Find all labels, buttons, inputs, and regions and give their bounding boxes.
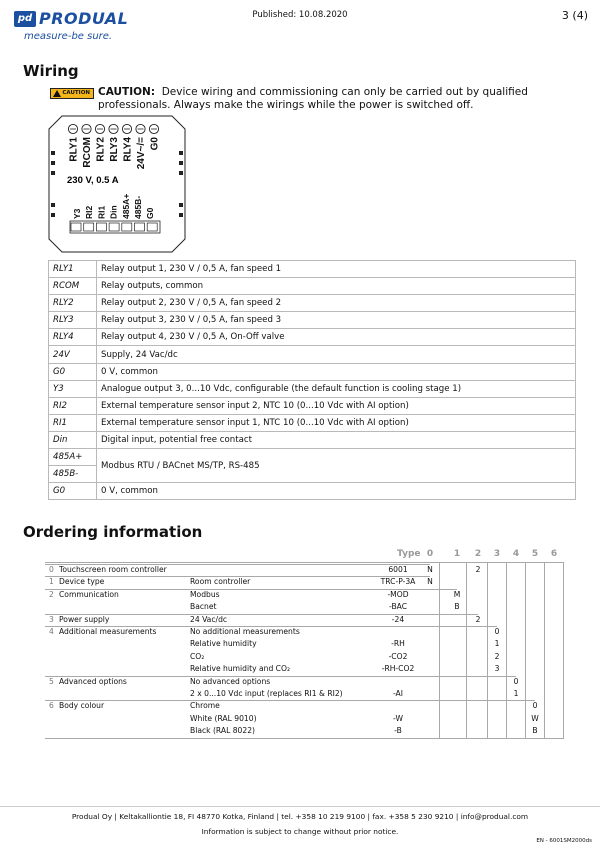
- option-value: No additional measurements: [190, 627, 300, 636]
- option-code: 6001: [388, 565, 408, 574]
- type-column-header: 0: [426, 549, 434, 559]
- option-category: Touchscreen room controller: [59, 565, 167, 574]
- option-code: -24: [391, 614, 405, 624]
- bottom-terminal-label: G0: [145, 207, 156, 219]
- option-number: 2: [49, 589, 54, 599]
- terminal-block-cell: [71, 223, 81, 231]
- option-code: -MOD: [387, 589, 409, 599]
- code-position-mark: 0: [532, 701, 538, 711]
- terminal-name: RLY2: [49, 295, 97, 312]
- code-position-mark: 0: [494, 627, 500, 636]
- logo-mark: pd: [14, 11, 36, 27]
- terminal-desc: Relay output 2, 230 V / 0,5 A, fan speed 2: [97, 295, 576, 312]
- terminal-desc: Digital input, potential free contact: [97, 431, 576, 448]
- option-code: -BAC: [388, 602, 408, 612]
- option-number: 6: [49, 701, 54, 711]
- terminal-desc: Modbus RTU / BACnet MS/TP, RS-485: [97, 449, 576, 483]
- column-guide: [544, 562, 545, 738]
- type-column-header: 2: [474, 549, 482, 559]
- wiring-row: [49, 312, 576, 329]
- bottom-terminal-label: RI1: [96, 205, 107, 219]
- option-value: Chrome: [190, 701, 220, 711]
- code-position-mark: N: [427, 565, 433, 574]
- wiring-table: [48, 260, 576, 500]
- terminal-name: RLY3: [49, 312, 97, 329]
- caution-body: Device wiring and commissioning can only be carried out by qualified professionals. Always make the wirings while the power is switched off.: [98, 86, 528, 111]
- type-column-header: 1: [453, 549, 461, 559]
- terminal-desc: Relay output 3, 230 V / 0,5 A, fan speed 3: [97, 312, 576, 329]
- terminal-block-cell: [122, 223, 132, 231]
- wiring-row: [49, 449, 576, 466]
- ordering-row: [45, 564, 561, 576]
- type-label: Type: [397, 549, 421, 559]
- option-code: -AI: [392, 689, 403, 698]
- option-code: -RH: [391, 639, 405, 649]
- terminal-desc: 0 V, common: [97, 363, 576, 380]
- option-category: Additional measurements: [59, 627, 157, 636]
- ordering-row: [45, 601, 561, 613]
- option-number: 0: [49, 565, 54, 574]
- ordering-heading: Ordering information: [23, 523, 203, 541]
- terminal-block-cell: [109, 223, 119, 231]
- terminal-name: RCOM: [49, 278, 97, 295]
- option-value: CO₂: [190, 651, 205, 661]
- top-terminal-label: RLY2: [95, 137, 107, 162]
- ordering-row: [45, 676, 561, 688]
- top-terminal-label: RLY1: [68, 137, 80, 162]
- option-category: Device type: [59, 577, 105, 587]
- code-position-mark: B: [454, 602, 460, 612]
- caution-warning-icon: [50, 88, 94, 99]
- terminal-block-cells: [71, 223, 157, 231]
- logo-name: PRODUAL: [39, 9, 129, 28]
- option-number: 4: [49, 627, 54, 636]
- code-position-mark: 2: [494, 651, 500, 661]
- code-position-mark: 3: [494, 664, 500, 674]
- caution-notice: [98, 86, 558, 112]
- ordering-row: [45, 626, 561, 638]
- terminal-name: G0: [49, 483, 97, 500]
- column-guide: [466, 562, 467, 738]
- terminal-block-cell: [135, 223, 145, 231]
- option-value: Relative humidity: [190, 639, 257, 649]
- terminal-desc: Analogue output 3, 0...10 Vdc, configurable (the default function is cooling stage 1): [97, 380, 576, 397]
- page-number: 3 (4): [561, 9, 588, 22]
- option-number: 5: [49, 676, 54, 686]
- terminal-name: RLY4: [49, 329, 97, 346]
- column-guide: [563, 562, 564, 738]
- ordering-row: [45, 638, 561, 650]
- wiring-heading: Wiring: [23, 62, 79, 80]
- terminal-desc: Relay output 1, 230 V / 0,5 A, fan speed 1: [97, 261, 576, 278]
- code-position-mark: 1: [513, 689, 519, 698]
- terminal-block-cell: [96, 223, 106, 231]
- column-guide: [525, 562, 526, 738]
- option-value: Relative humidity and CO₂: [190, 664, 291, 674]
- wiring-row: [49, 329, 576, 346]
- footer-notice: Information is subject to change without prior notice.: [201, 827, 399, 836]
- terminal-desc: External temperature sensor input 2, NTC 10 (0...10 Vdc with AI option): [97, 397, 576, 414]
- caution-title: CAUTION:: [98, 86, 156, 98]
- footer-contact: Produal Oy | Keltakalliontie 18, FI 48770 Kotka, Finland | tel. +358 10 219 9100 | fax. +358 5 230 9210 | info@produal.com: [71, 812, 529, 821]
- option-code: TRC-P-3A: [380, 577, 416, 587]
- published-date: Published: 10.08.2020: [252, 10, 348, 20]
- code-position-mark: M: [453, 589, 461, 599]
- column-guide: [506, 562, 507, 738]
- type-column-header: 6: [550, 549, 558, 559]
- bottom-terminal-label: Y3: [72, 208, 82, 219]
- device-terminal-diagram: [48, 115, 186, 253]
- option-code: -W: [393, 713, 403, 723]
- terminal-desc: Supply, 24 Vac/dc: [97, 346, 576, 363]
- bottom-terminal-label: 485A+: [120, 193, 131, 219]
- ordering-row: [45, 725, 561, 737]
- code-position-mark: 2: [475, 614, 481, 624]
- ordering-row: [45, 700, 561, 712]
- ordering-row: [45, 688, 561, 700]
- top-terminal-label: RLY3: [109, 137, 120, 162]
- wiring-row: [49, 295, 576, 312]
- option-code: -B: [394, 726, 402, 736]
- option-code: -RH-CO2: [381, 664, 415, 674]
- option-number: 3: [49, 614, 54, 624]
- top-terminal-label: RLY4: [122, 137, 134, 162]
- option-category: Power supply: [59, 614, 110, 624]
- footer-divider: [0, 806, 600, 807]
- ordering-row: [45, 663, 561, 675]
- terminal-name: RI1: [49, 414, 97, 431]
- terminal-name: RI2: [49, 397, 97, 414]
- wiring-row: [49, 397, 576, 414]
- bottom-terminal-label: RI2: [84, 205, 95, 219]
- terminal-desc: External temperature sensor input 1, NTC 10 (0...10 Vdc with AI option): [97, 414, 576, 431]
- option-value: Modbus: [190, 589, 220, 599]
- option-value: White (RAL 9010): [190, 713, 257, 723]
- ordering-row: [45, 614, 561, 626]
- ordering-row: [45, 576, 561, 588]
- logo-tagline: measure-be sure.: [24, 31, 113, 42]
- option-category: Advanced options: [59, 676, 127, 686]
- terminal-block-cell: [147, 223, 157, 231]
- terminal-name: 24V: [49, 346, 97, 363]
- wiring-row: [49, 431, 576, 448]
- table-top-line: [45, 562, 564, 563]
- terminal-name: Din: [49, 431, 97, 448]
- column-guide: [439, 562, 440, 738]
- option-number: 1: [49, 577, 54, 587]
- ordering-row: [45, 713, 561, 725]
- option-category: Communication: [59, 589, 119, 599]
- wiring-row: [49, 414, 576, 431]
- terminal-desc: Relay outputs, common: [97, 278, 576, 295]
- terminal-name: 485B-: [49, 466, 97, 483]
- ordering-row: [45, 589, 561, 601]
- bottom-terminal-label: 485B-: [133, 195, 143, 219]
- terminal-name: 485A+: [49, 449, 97, 466]
- wiring-row: [49, 363, 576, 380]
- wiring-row: [49, 278, 576, 295]
- terminal-block-cell: [84, 223, 94, 231]
- column-guide: [487, 562, 488, 738]
- type-column-header: 5: [531, 549, 539, 559]
- option-value: No advanced options: [190, 676, 271, 686]
- caution-icon-label: CAUTION: [62, 90, 90, 96]
- wiring-row: [49, 483, 576, 500]
- option-value: Room controller: [190, 577, 251, 587]
- wiring-row: [49, 261, 576, 278]
- code-position-mark: 2: [475, 565, 481, 574]
- ordering-code-table: [45, 548, 561, 744]
- option-value: 2 x 0...10 Vdc input (replaces RI1 & RI2): [190, 689, 343, 698]
- option-category: Body colour: [59, 701, 105, 711]
- option-value: Black (RAL 8022): [190, 726, 256, 736]
- terminal-name: Y3: [49, 380, 97, 397]
- wiring-row: [49, 346, 576, 363]
- type-column-header: 3: [493, 549, 501, 559]
- code-position-mark: W: [531, 713, 539, 723]
- code-position-mark: 1: [494, 639, 500, 649]
- ordering-header-row: [45, 548, 561, 560]
- top-terminal-label: G0: [149, 137, 161, 151]
- terminal-desc: Relay output 4, 230 V / 0,5 A, On-Off valve: [97, 329, 576, 346]
- option-value: 24 Vac/dc: [190, 614, 228, 624]
- table-bottom-line: [45, 738, 564, 739]
- terminal-desc: 0 V, common: [97, 483, 576, 500]
- document-code: EN - 6001SM2000ds: [536, 838, 592, 844]
- ordering-row: [45, 651, 561, 663]
- type-column-header: 4: [512, 549, 520, 559]
- code-position-mark: B: [532, 726, 538, 736]
- top-terminal-label: 24V~/=: [136, 137, 147, 170]
- wiring-row: [49, 380, 576, 397]
- option-value: Bacnet: [190, 602, 217, 612]
- terminal-name: RLY1: [49, 261, 97, 278]
- bottom-terminal-label: Din: [108, 205, 119, 219]
- device-rating: 230 V, 0.5 A: [67, 175, 119, 186]
- code-position-mark: 0: [513, 676, 519, 686]
- top-terminal-label: RCOM: [82, 137, 93, 168]
- terminal-name: G0: [49, 363, 97, 380]
- code-position-mark: N: [427, 577, 433, 587]
- option-code: -CO2: [388, 651, 408, 661]
